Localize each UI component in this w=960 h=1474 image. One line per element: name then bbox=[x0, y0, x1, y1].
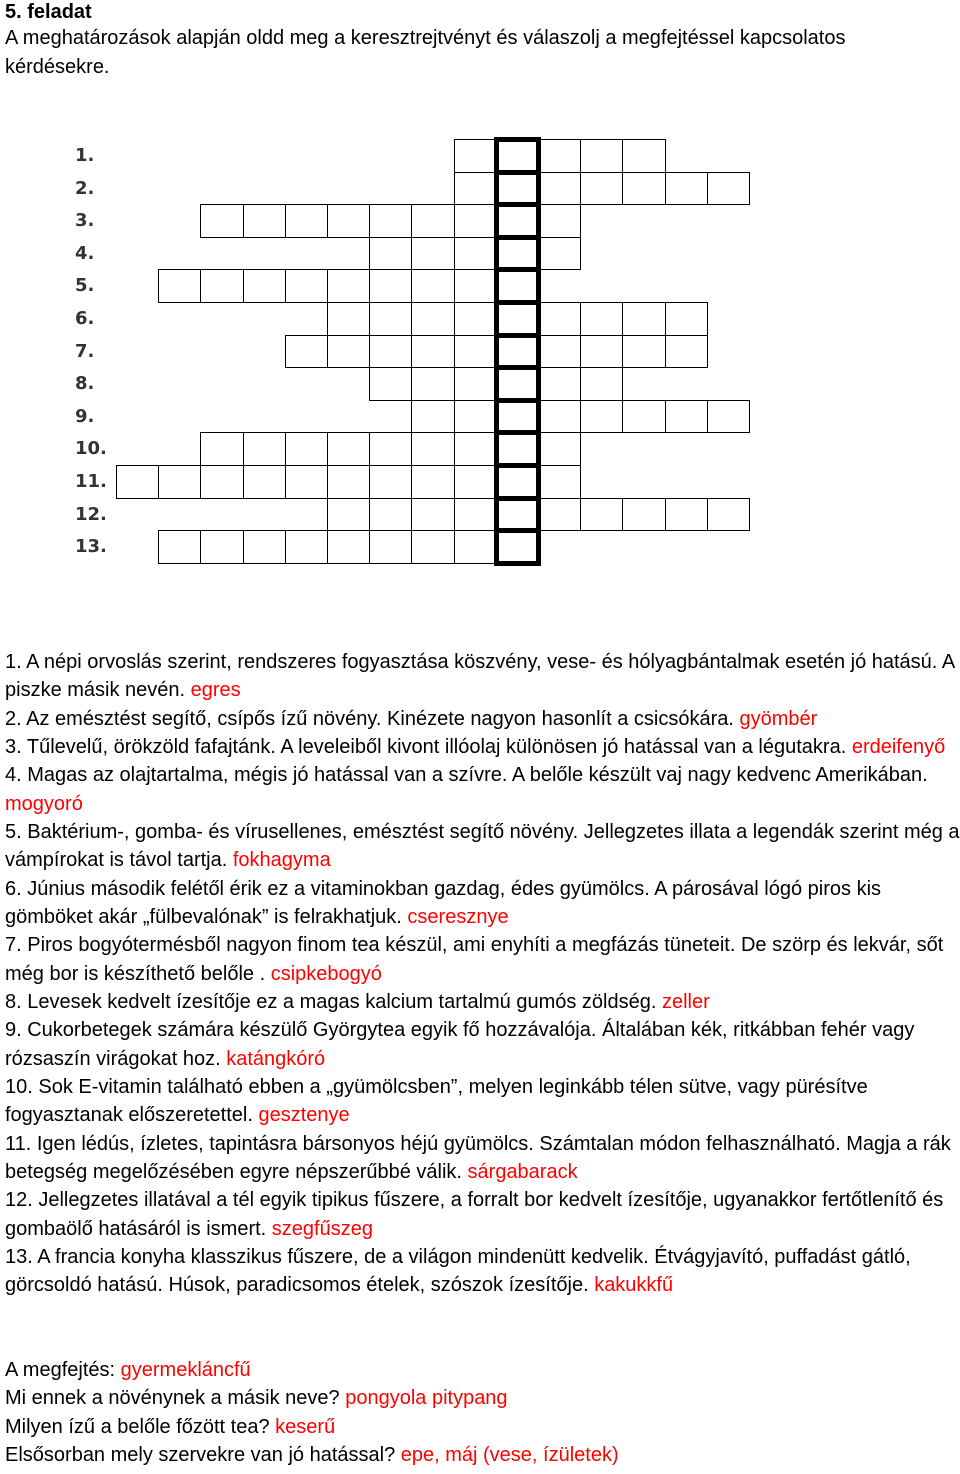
crossword-cell[interactable] bbox=[538, 400, 581, 434]
question-tea-taste: Milyen ízű a belőle főzött tea? bbox=[5, 1415, 276, 1438]
row-number-label: 8. bbox=[75, 373, 95, 395]
crossword-cell[interactable] bbox=[665, 498, 708, 532]
crossword-cell[interactable] bbox=[327, 498, 370, 532]
solution-column-divider bbox=[494, 496, 541, 501]
crossword-cell[interactable] bbox=[243, 465, 286, 499]
crossword-cell[interactable] bbox=[622, 400, 665, 434]
clue-text: 12. Jellegzetes illatával a tél egyik tipikus fűszere, a forralt bor kedvelt ízesítője, ugyanakkor fertőtlenítő és gombaölő hatásáról is ismert. bbox=[5, 1189, 944, 1240]
solution-column-divider bbox=[494, 365, 541, 370]
crossword-cell[interactable] bbox=[707, 172, 750, 206]
crossword-cell[interactable] bbox=[622, 335, 665, 369]
question-organs: Elsősorban mely szervekre van jó hatással? bbox=[5, 1443, 401, 1466]
crossword-cell[interactable] bbox=[369, 367, 412, 401]
row-number-label: 2. bbox=[75, 177, 95, 199]
clue-list bbox=[5, 648, 960, 1300]
crossword-cell[interactable] bbox=[622, 139, 665, 173]
clue-item bbox=[5, 705, 960, 733]
clue-text: 2. Az emésztést segítő, csípős ízű növény. Kinézete nagyon hasonlít a csicsókára. bbox=[5, 707, 740, 730]
crossword-cell[interactable] bbox=[116, 465, 159, 499]
answer-other-name: pongyola pitypang bbox=[345, 1387, 508, 1410]
crossword-cell[interactable] bbox=[369, 204, 412, 238]
crossword-cell[interactable] bbox=[454, 335, 497, 369]
crossword-cell[interactable] bbox=[369, 465, 412, 499]
crossword-cell[interactable] bbox=[369, 269, 412, 303]
crossword-cell[interactable] bbox=[243, 269, 286, 303]
crossword-cell[interactable] bbox=[580, 302, 623, 336]
crossword-cell[interactable] bbox=[665, 302, 708, 336]
crossword-cell[interactable] bbox=[327, 335, 370, 369]
clue-answer: kakukkfű bbox=[594, 1274, 674, 1297]
crossword-cell[interactable] bbox=[538, 465, 581, 499]
crossword-cell[interactable] bbox=[285, 530, 328, 564]
task-title: 5. feladat bbox=[5, 1, 92, 23]
row-number-label: 4. bbox=[75, 242, 95, 264]
crossword-cell[interactable] bbox=[538, 432, 581, 466]
crossword-cell[interactable] bbox=[454, 400, 497, 434]
clue-answer: mogyoró bbox=[5, 792, 83, 815]
clue-text: 13. A francia konyha klasszikus fűszere, de a világon mindenütt kedvelik. Étvágyjavító, puffadást gátló, görcsoldó hatású. Húsok, paradicsomos ételek, szószok ízesítője. bbox=[5, 1245, 911, 1297]
crossword-cell[interactable] bbox=[243, 530, 286, 564]
crossword-cell[interactable] bbox=[411, 400, 454, 434]
crossword-cell[interactable] bbox=[158, 530, 201, 564]
clue-item bbox=[5, 818, 960, 875]
clue-answer: sárgabarack bbox=[467, 1160, 578, 1183]
crossword-cell[interactable] bbox=[538, 302, 581, 336]
crossword-cell[interactable] bbox=[411, 237, 454, 271]
crossword-cell[interactable] bbox=[411, 498, 454, 532]
crossword-grid bbox=[0, 0, 960, 580]
clue-text: 11. Igen lédús, ízletes, tapintásra bársonyos héjú gyümölcs. Számtalan módon felhasználható. Magja a rák betegség megelőzésében egyre népszerűbbé válik. bbox=[5, 1132, 951, 1183]
clue-item bbox=[5, 1243, 960, 1300]
crossword-cell[interactable] bbox=[538, 204, 581, 238]
crossword-cell[interactable] bbox=[538, 335, 581, 369]
clue-text: 1. A népi orvoslás szerint, rendszeres fogyasztása köszvény, vese- és hólyagbántalmak esetén jó hatású. A piszke másik nevén. bbox=[5, 651, 955, 702]
crossword-cell[interactable] bbox=[622, 302, 665, 336]
crossword-cell[interactable] bbox=[369, 237, 412, 271]
crossword-cell[interactable] bbox=[580, 172, 623, 206]
clue-item bbox=[5, 988, 960, 1016]
crossword-cell[interactable] bbox=[454, 367, 497, 401]
crossword-cell[interactable] bbox=[327, 302, 370, 336]
clue-text: 3. Tűlevelű, örökzöld fafajtánk. A leveleiből kivont illóolaj különösen jó hatással van a légutakra. bbox=[5, 735, 852, 758]
clue-answer: fokhagyma bbox=[232, 849, 331, 872]
solution-column-divider bbox=[494, 235, 541, 240]
clue-item bbox=[5, 875, 960, 932]
crossword-cell[interactable] bbox=[580, 367, 623, 401]
clue-text: 5. Baktérium-, gomba- és vírusellenes, emésztést segítő növény. Jellegzetes illata a legendák szerint még a vámpírokat is távol tartja. bbox=[5, 820, 960, 872]
clue-item bbox=[5, 931, 960, 988]
crossword-cell[interactable] bbox=[369, 498, 412, 532]
clue-text: 4. Magas az olajtartalma, mégis jó hatással van a szívre. A belőle készült vaj nagy kedvenc Amerikában. bbox=[5, 764, 928, 787]
crossword-cell[interactable] bbox=[327, 530, 370, 564]
clue-item bbox=[5, 1186, 960, 1243]
clue-answer: katángkóró bbox=[226, 1047, 326, 1070]
row-number-label: 3. bbox=[75, 210, 95, 232]
crossword-cell[interactable] bbox=[665, 335, 708, 369]
row-number-label: 1. bbox=[75, 145, 95, 166]
clue-text: 8. Levesek kedvelt ízesítője ez a magas kalcium tartalmú gumós zöldség. bbox=[5, 990, 662, 1013]
crossword-cell[interactable] bbox=[411, 367, 454, 401]
crossword-cell[interactable] bbox=[665, 172, 708, 206]
crossword-cell[interactable] bbox=[411, 530, 454, 564]
crossword-cell[interactable] bbox=[622, 498, 665, 532]
solution-column-divider bbox=[494, 300, 541, 305]
clue-answer: zeller bbox=[661, 990, 710, 1013]
crossword-cell[interactable] bbox=[369, 302, 412, 336]
row-number-label: 13. bbox=[75, 536, 107, 558]
clue-item bbox=[5, 1130, 960, 1187]
clue-text: 9. Cukorbetegek számára készülő Györgytea egyik fő hozzávalója. Általában kék, ritkábban fehér vagy rózsaszín virágokat hoz. bbox=[5, 1019, 915, 1070]
crossword-cell[interactable] bbox=[200, 530, 243, 564]
answer-organs: epe, máj (vese, ízületek) bbox=[400, 1443, 619, 1466]
crossword-cell[interactable] bbox=[580, 335, 623, 369]
clue-answer: gyömbér bbox=[739, 707, 818, 730]
crossword-cell[interactable] bbox=[200, 465, 243, 499]
solution-column-divider bbox=[494, 528, 541, 533]
crossword-cell[interactable] bbox=[243, 204, 286, 238]
clue-answer: erdeifenyő bbox=[851, 735, 946, 758]
crossword-cell[interactable] bbox=[369, 335, 412, 369]
crossword-cell[interactable] bbox=[454, 530, 497, 564]
solution-answer: gyermekláncfű bbox=[120, 1359, 251, 1381]
clue-item bbox=[5, 733, 960, 761]
crossword-cell[interactable] bbox=[327, 204, 370, 238]
crossword-cell[interactable] bbox=[538, 367, 581, 401]
solution-column-divider bbox=[494, 398, 541, 403]
clue-item bbox=[5, 761, 960, 818]
row-number-label: 9. bbox=[75, 405, 95, 427]
crossword-cell[interactable] bbox=[454, 432, 497, 466]
crossword-cell[interactable] bbox=[665, 400, 708, 434]
crossword-cell[interactable] bbox=[538, 139, 581, 173]
solution-column-divider bbox=[494, 170, 541, 175]
solution-column-divider bbox=[494, 202, 541, 207]
crossword-cell[interactable] bbox=[454, 172, 497, 206]
crossword-cell[interactable] bbox=[454, 139, 497, 173]
crossword-cell[interactable] bbox=[454, 269, 497, 303]
crossword-cell[interactable] bbox=[200, 204, 243, 238]
clue-answer: egres bbox=[190, 679, 241, 702]
crossword-cell[interactable] bbox=[200, 269, 243, 303]
crossword-cell[interactable] bbox=[411, 204, 454, 238]
crossword-cell[interactable] bbox=[158, 269, 201, 303]
crossword-cell[interactable] bbox=[454, 498, 497, 532]
crossword-cell[interactable] bbox=[411, 465, 454, 499]
clue-answer: szegfűszeg bbox=[271, 1217, 373, 1240]
crossword-cell[interactable] bbox=[285, 465, 328, 499]
solution-label: A megfejtés: bbox=[5, 1359, 121, 1381]
crossword-cell[interactable] bbox=[285, 204, 328, 238]
clue-text: 6. Június második felétől érik ez a vitaminokban gazdag, édes gyümölcs. A párosával lógó piros kis gömböket akár „fülbevalónak” is felrakhatjuk. bbox=[5, 877, 882, 928]
solution-column-divider bbox=[494, 561, 541, 566]
clue-text: 10. Sok E-vitamin található ebben a „gyümölcsben”, melyen leginkább télen sütve, vagy pürésítve fogyasztanak előszeretettel. bbox=[5, 1075, 868, 1127]
crossword-cell[interactable] bbox=[158, 465, 201, 499]
task-intro: A meghatározások alapján oldd meg a keresztrejtvényt és válaszolj a megfejtéssel kapcsolatos kérdésekre. bbox=[5, 27, 846, 78]
clue-item bbox=[5, 648, 960, 705]
row-number-label: 12. bbox=[75, 503, 107, 525]
crossword-cell[interactable] bbox=[538, 498, 581, 532]
crossword-cell[interactable] bbox=[580, 400, 623, 434]
solution-column-divider bbox=[494, 463, 541, 468]
answer-tea-taste: keserű bbox=[275, 1415, 336, 1438]
crossword-cell[interactable] bbox=[411, 432, 454, 466]
crossword-cell[interactable] bbox=[707, 400, 750, 434]
crossword-cell[interactable] bbox=[411, 335, 454, 369]
solution-column-divider bbox=[494, 430, 541, 435]
clue-answer: cseresznye bbox=[407, 905, 509, 928]
crossword-cell[interactable] bbox=[369, 530, 412, 564]
crossword-cell[interactable] bbox=[538, 237, 581, 271]
crossword-cell[interactable] bbox=[454, 465, 497, 499]
clue-answer: csipkebogyó bbox=[270, 962, 382, 985]
question-other-name: Mi ennek a növénynek a másik neve? bbox=[5, 1387, 346, 1410]
crossword-cell[interactable] bbox=[580, 498, 623, 532]
crossword-cell[interactable] bbox=[243, 432, 286, 466]
row-number-label: 6. bbox=[75, 308, 95, 329]
clue-item bbox=[5, 1073, 960, 1130]
solution-section bbox=[5, 1356, 960, 1469]
crossword-cell[interactable] bbox=[200, 432, 243, 466]
crossword-cell[interactable] bbox=[285, 432, 328, 466]
crossword-cell[interactable] bbox=[622, 172, 665, 206]
clue-item bbox=[5, 1016, 960, 1073]
crossword-cell[interactable] bbox=[327, 465, 370, 499]
crossword-cell[interactable] bbox=[454, 204, 497, 238]
crossword-cell[interactable] bbox=[369, 432, 412, 466]
solution-column-divider bbox=[494, 267, 541, 272]
clue-answer: gesztenye bbox=[258, 1104, 350, 1127]
crossword-cell[interactable] bbox=[327, 269, 370, 303]
crossword-cell[interactable] bbox=[327, 432, 370, 466]
crossword-cell[interactable] bbox=[454, 302, 497, 336]
crossword-cell[interactable] bbox=[454, 237, 497, 271]
crossword-cell[interactable] bbox=[285, 335, 328, 369]
crossword-cell[interactable] bbox=[580, 139, 623, 173]
crossword-cell[interactable] bbox=[411, 302, 454, 336]
solution-column-divider bbox=[494, 137, 541, 142]
row-number-label: 5. bbox=[75, 275, 95, 297]
crossword-cell[interactable] bbox=[285, 269, 328, 303]
row-number-label: 11. bbox=[75, 471, 107, 492]
solution-column-divider bbox=[494, 333, 541, 338]
clue-text: 7. Piros bogyótermésből nagyon finom tea készül, ami enyhíti a megfázás tüneteit. De szörp és lekvár, sőt még bor is készíthető belőle . bbox=[5, 934, 944, 985]
row-number-label: 7. bbox=[75, 340, 95, 362]
crossword-cell[interactable] bbox=[411, 269, 454, 303]
crossword-cell[interactable] bbox=[707, 498, 750, 532]
crossword-cell[interactable] bbox=[538, 172, 581, 206]
row-number-label: 10. bbox=[75, 438, 107, 460]
